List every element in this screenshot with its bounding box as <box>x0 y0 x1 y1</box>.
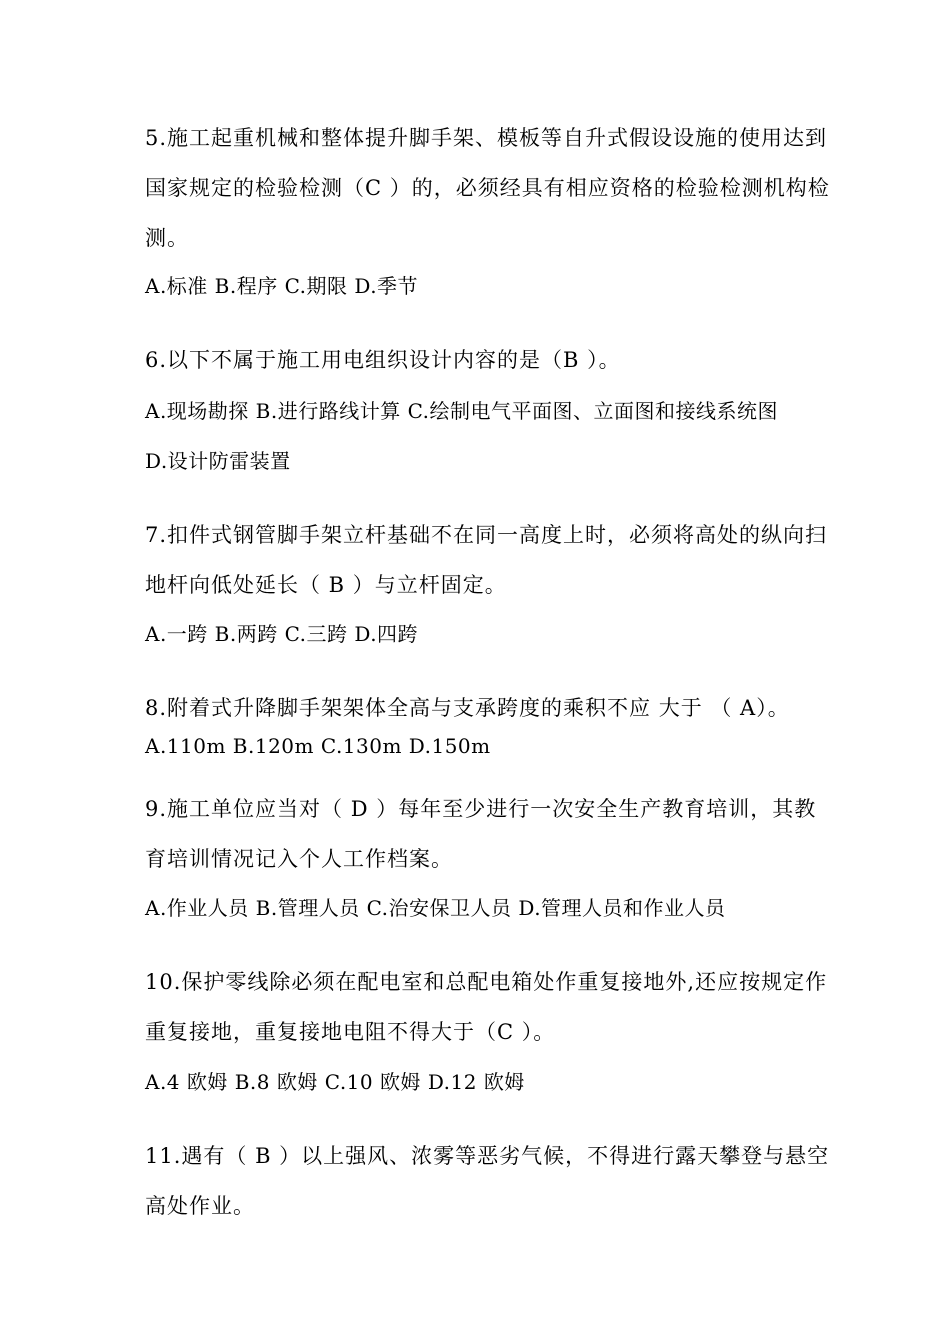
question-5-options: A.标准 B.程序 C.期限 D.季节 <box>145 274 419 298</box>
question-6-line-1: 6.以下不属于施工用电组织设计内容的是（B ）。 <box>145 348 621 372</box>
question-7-options: A.一跨 B.两跨 C.三跨 D.四跨 <box>145 622 419 646</box>
question-10-options: A.4 欧姆 B.8 欧姆 C.10 欧姆 D.12 欧姆 <box>145 1070 525 1094</box>
question-7-line-2: 地杆向低处延长（ B ）与立杆固定。 <box>145 573 507 597</box>
question-10-line-1: 10.保护零线除必须在配电室和总配电箱处作重复接地外,还应按规定作 <box>145 970 828 994</box>
question-5-line-2: 国家规定的检验检测（C ）的，必须经具有相应资格的检验检测机构检 <box>145 176 830 200</box>
question-9-line-2: 育培训情况记入个人工作档案。 <box>145 847 453 871</box>
question-9-options: A.作业人员 B.管理人员 C.治安保卫人员 D.管理人员和作业人员 <box>145 896 726 920</box>
question-5-line-3: 测。 <box>145 226 189 250</box>
question-8-options: A.110m B.120m C.130m D.150m <box>145 734 491 758</box>
question-10-line-2: 重复接地，重复接地电阻不得大于（C ）。 <box>145 1020 556 1044</box>
question-6-options-line-2: D.设计防雷装置 <box>145 449 291 473</box>
question-8-line-1: 8.附着式升降脚手架架体全高与支承跨度的乘积不应 大于 （ A）。 <box>145 696 790 720</box>
question-7-line-1: 7.扣件式钢管脚手架立杆基础不在同一高度上时，必须将高处的纵向扫 <box>145 523 828 547</box>
question-11-line-1: 11.遇有（ B ）以上强风、浓雾等恶劣气候，不得进行露天攀登与悬空 <box>145 1144 830 1168</box>
question-5-line-1: 5.施工起重机械和整体提升脚手架、模板等自升式假设设施的使用达到 <box>145 126 828 150</box>
question-11-line-2: 高处作业。 <box>145 1194 255 1218</box>
question-6-options-line-1: A.现场勘探 B.进行路线计算 C.绘制电气平面图、立面图和接线系统图 <box>145 399 779 423</box>
question-9-line-1: 9.施工单位应当对（ D ）每年至少进行一次安全生产教育培训，其教 <box>145 797 817 821</box>
